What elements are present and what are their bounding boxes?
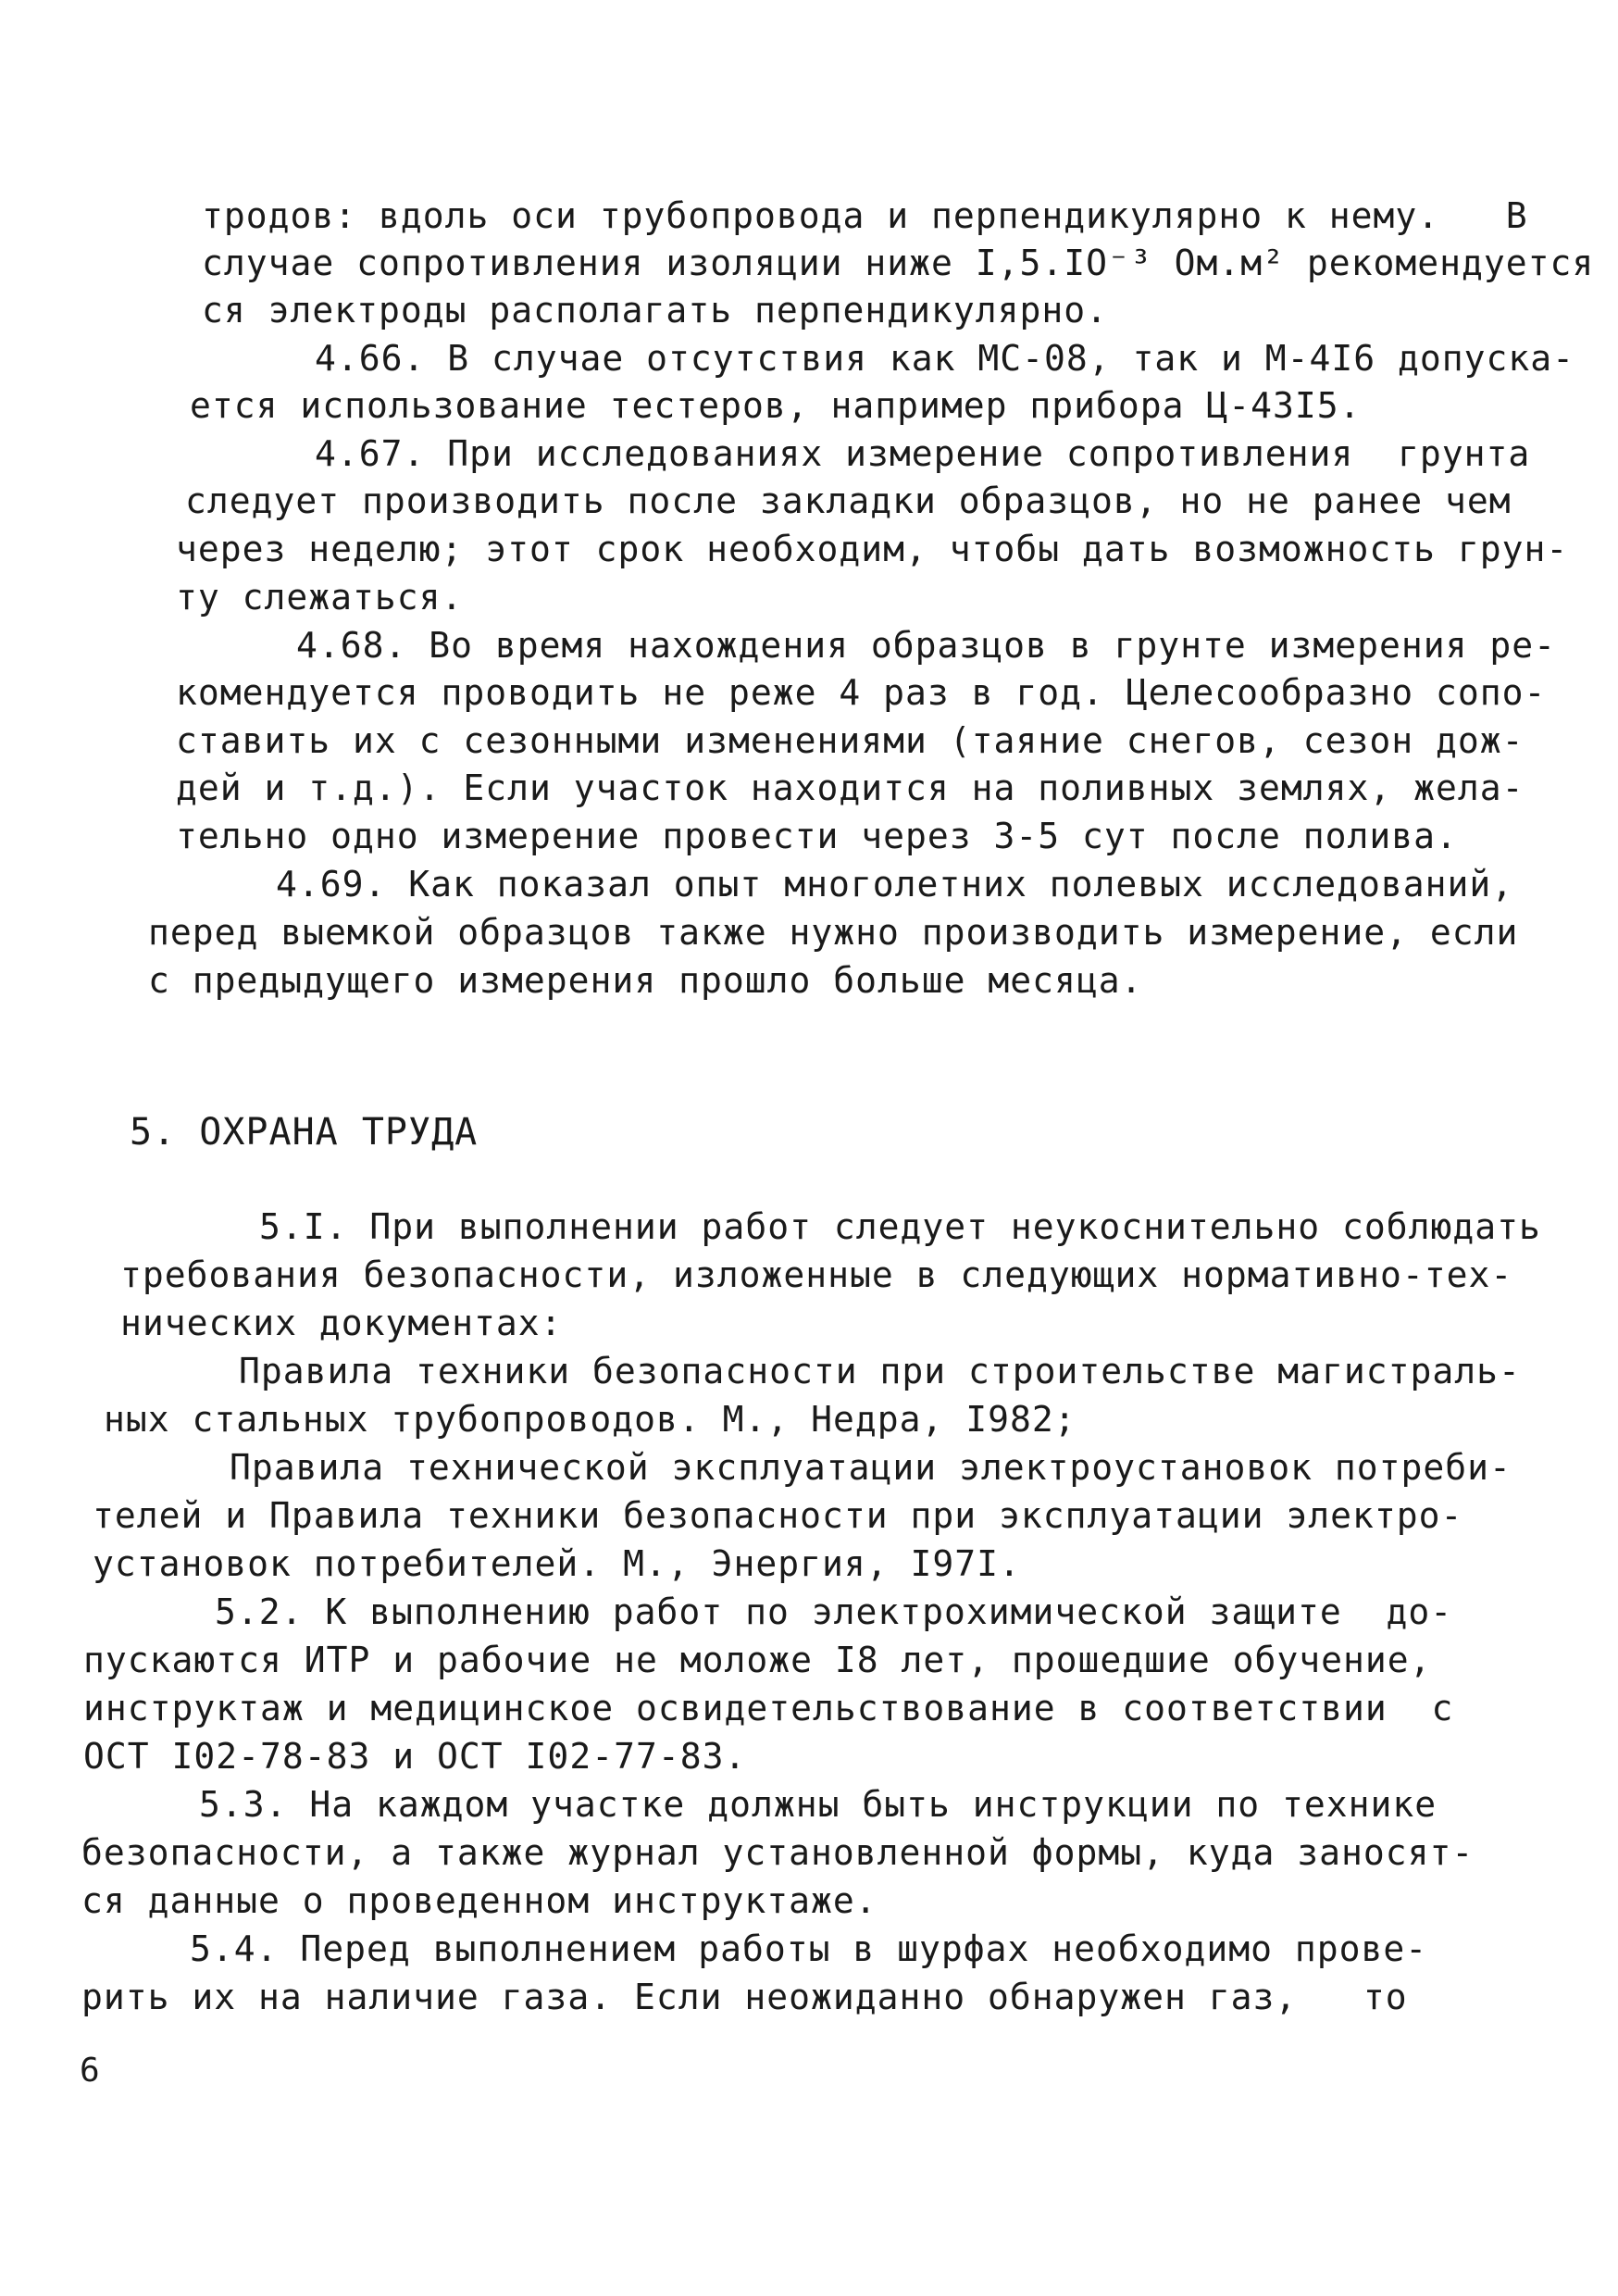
text-line: ту слежаться.	[176, 577, 464, 618]
text-line: ся электроды располагать перпендикулярно.	[202, 290, 1108, 331]
text-line: тродов: вдоль оси трубопровода и перпендикулярно к нему. В	[202, 195, 1528, 236]
section-heading: 5. ОХРАНА ТРУДА	[130, 1111, 479, 1154]
text-line: пускаются ИТР и рабочие не моложе I8 лет, прошедшие обучение,	[83, 1640, 1432, 1680]
paragraph-5-1: 5.I. При выполнении работ следует неукоснительно соблюдать	[259, 1206, 1541, 1247]
text-line: перед выемкой образцов также нужно производить измерение, если	[148, 912, 1519, 953]
text-line: ных стальных трубопроводов. М., Недра, I982;	[104, 1399, 1077, 1440]
text-line: следует производить после закладки образцов, но не ранее чем	[185, 480, 1512, 521]
text-line: дей и т.д.). Если участок находится на поливных землях, жела-	[176, 767, 1525, 808]
paragraph-4-69: 4.69. Как показал опыт многолетних полевых исследований,	[276, 864, 1514, 905]
text-line: рить их на наличие газа. Если неожиданно обнаружен газ, то	[81, 1977, 1408, 2017]
reference-item: Правила техники безопасности при строительстве магистраль-	[239, 1351, 1521, 1391]
paragraph-5-3: 5.3. На каждом участке должны быть инструкции по технике	[199, 1784, 1438, 1825]
text-line: требования безопасности, изложенные в следующих нормативно-тех-	[120, 1254, 1513, 1295]
text-line: установок потребителей. М., Энергия, I97I.	[93, 1543, 1021, 1584]
text-line: безопасности, а также журнал установленной формы, куда заносят-	[81, 1832, 1475, 1873]
text-line: через неделю; этот срок необходим, чтобы дать возможность грун-	[176, 529, 1569, 569]
reference-item: Правила технической эксплуатации электроустановок потреби-	[230, 1447, 1512, 1488]
text-line: с предыдущего измерения прошло больше месяца.	[148, 960, 1143, 1001]
paragraph-4-66: 4.66. В случае отсутствия как МС-08, так и М-4I6 допуска-	[315, 338, 1575, 379]
text-line: комендуется проводить не реже 4 раз в год. Целесообразно сопо-	[176, 672, 1547, 713]
paragraph-4-67: 4.67. При исследованиях измерение сопротивления грунта	[315, 433, 1531, 474]
text-line: тельно одно измерение провести через 3-5 сут после полива.	[176, 816, 1458, 856]
page-number: 6	[80, 2052, 100, 2090]
paragraph-4-68: 4.68. Во время нахождения образцов в грунте измерения ре-	[296, 625, 1557, 666]
text-line: телей и Правила техники безопасности при эксплуатации электро-	[93, 1495, 1463, 1536]
text-line: ставить их с сезонными изменениями (таяние снегов, сезон дож-	[176, 720, 1525, 761]
paragraph-5-2: 5.2. К выполнению работ по электрохимической защите до-	[215, 1591, 1453, 1632]
text-line: ОСТ I02-78-83 и ОСТ I02-77-83.	[83, 1736, 747, 1777]
text-line: ся данные о проведенном инструктаже.	[81, 1880, 877, 1921]
text-line: инструктаж и медицинское освидетельствование в соответствии с	[83, 1688, 1454, 1728]
paragraph-5-4: 5.4. Перед выполнением работы в шурфах необходимо прове-	[190, 1928, 1428, 1969]
text-line: нических документах:	[120, 1303, 563, 1343]
text-line: ется использование тестеров, например прибора Ц-43I5.	[190, 385, 1362, 426]
text-line: случае сопротивления изоляции ниже I,5.IO⁻³ Ом.м² рекомендуется	[202, 243, 1595, 283]
